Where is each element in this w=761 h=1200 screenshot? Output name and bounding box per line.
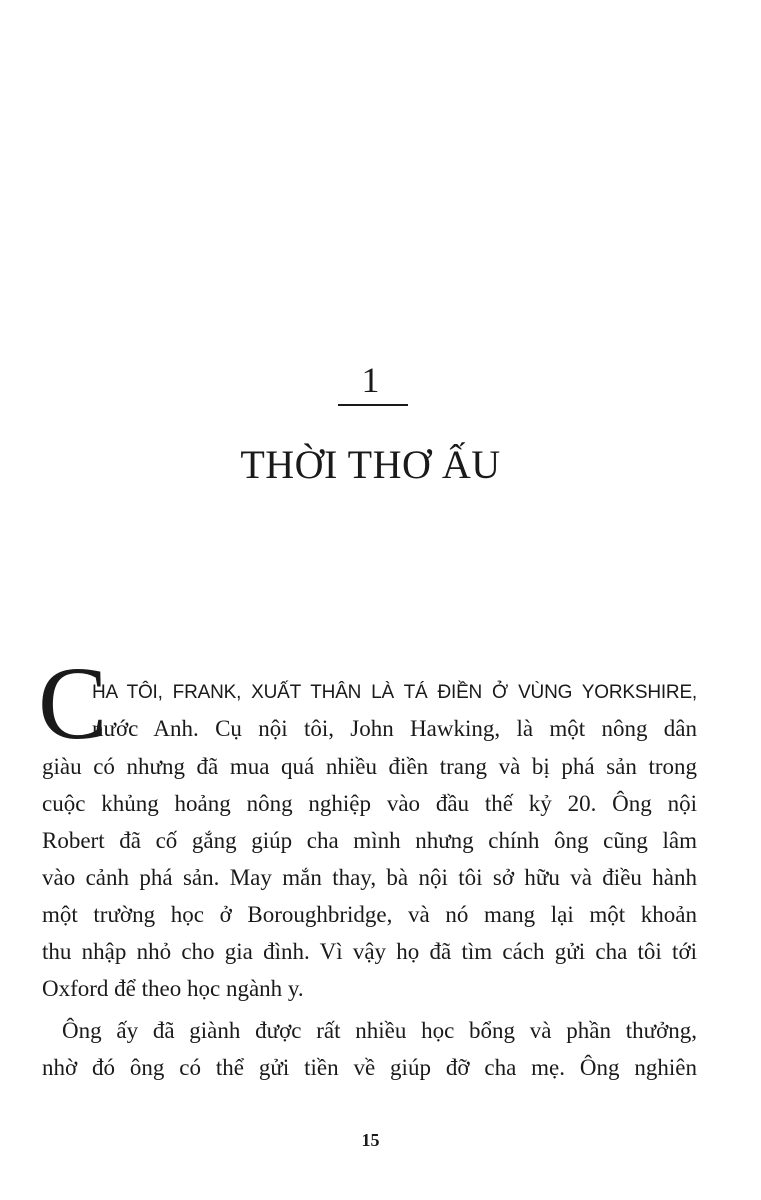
chapter-title: THỜI THƠ ẤU bbox=[240, 442, 501, 487]
body-line-4: cuộc khủng hoảng nông nghiệp vào đầu thế kỷ 20. Ông nội bbox=[42, 791, 697, 816]
body-line-6: vào cảnh phá sản. May mắn thay, bà nội tôi sở hữu và điều hành bbox=[42, 865, 697, 890]
page-number: 15 bbox=[361, 1130, 380, 1150]
drop-cap: C bbox=[38, 646, 108, 761]
body-line-8: thu nhập nhỏ cho gia đình. Vì vậy họ đã tìm cách gửi cha tôi tới bbox=[42, 939, 697, 964]
body-line-3: giàu có nhưng đã mua quá nhiều điền trang và bị phá sản trong bbox=[42, 754, 697, 779]
body-line-1: HA TÔI, FRANK, XUẤT THÂN LÀ TÁ ĐIỀN Ở VÙNG YORKSHIRE, bbox=[92, 682, 697, 703]
body-line-11: nhờ đó ông có thể gửi tiền về giúp đỡ cha mẹ. Ông nghiên bbox=[42, 1055, 697, 1080]
body-line-9: Oxford để theo học ngành y. bbox=[42, 976, 304, 1001]
chapter-rule bbox=[338, 404, 408, 406]
body-line-10: Ông ấy đã giành được rất nhiều học bổng và phần thưởng, bbox=[62, 1018, 697, 1043]
body-line-7: một trường học ở Boroughbridge, và nó mang lại một khoản bbox=[42, 902, 697, 927]
body-line-5: Robert đã cố gắng giúp cha mình nhưng chính ông cũng lâm bbox=[42, 828, 697, 853]
body-line-2: nước Anh. Cụ nội tôi, John Hawking, là một nông dân bbox=[92, 716, 697, 741]
chapter-number: 1 bbox=[361, 360, 380, 400]
